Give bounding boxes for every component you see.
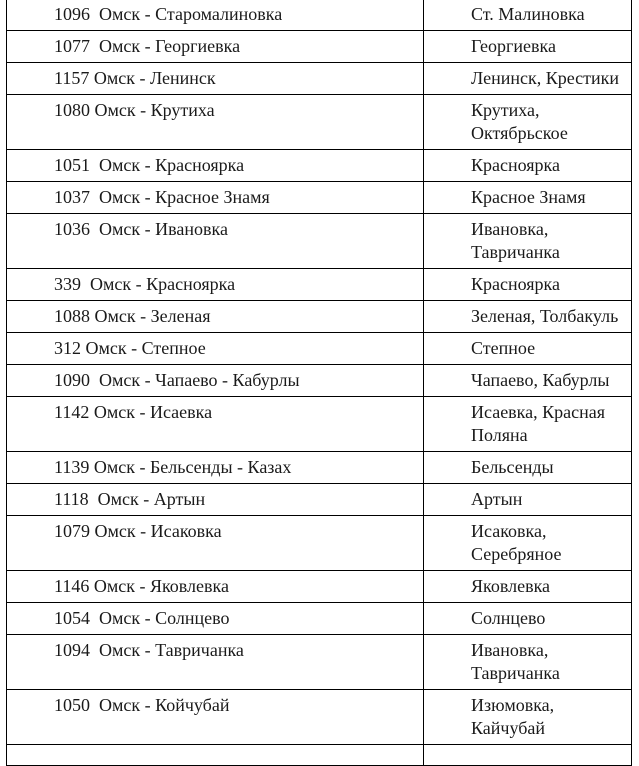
route-cell: 339 Омск - Красноярка xyxy=(7,269,424,301)
stops-cell: Изюмовка, Кайчубай xyxy=(424,690,632,745)
route-cell: 1050 Омск - Койчубай xyxy=(7,690,424,745)
stops-cell: Ивановка, Тавричанка xyxy=(424,635,632,690)
stops-cell: Исаевка, Красная Поляна xyxy=(424,397,632,452)
stops-cell: Красноярка xyxy=(424,269,632,301)
stops-cell: Зеленая, Толбакуль xyxy=(424,301,632,333)
stops-cell: Георгиевка xyxy=(424,31,632,63)
stops-cell: Чапаево, Кабурлы xyxy=(424,365,632,397)
route-cell: 1037 Омск - Красное Знамя xyxy=(7,182,424,214)
table-row xyxy=(7,214,632,269)
route-cell: 1051 Омск - Красноярка xyxy=(7,150,424,182)
stops-cell: Исаковка, Серебряное xyxy=(424,516,632,571)
stops-cell: Ст. Малиновка xyxy=(424,0,632,31)
route-cell: 1146 Омск - Яковлевка xyxy=(7,571,424,603)
bus-route-table xyxy=(6,0,632,766)
table-row xyxy=(7,269,632,301)
route-cell: 1080 Омск - Крутиха xyxy=(7,95,424,150)
route-cell: 1079 Омск - Исаковка xyxy=(7,516,424,571)
table-row-partial xyxy=(7,745,632,766)
stops-cell: Солнцево xyxy=(424,603,632,635)
table-row xyxy=(7,571,632,603)
table-row xyxy=(7,516,632,571)
stops-cell: Степное xyxy=(424,333,632,365)
table-row xyxy=(7,397,632,452)
table-row xyxy=(7,63,632,95)
empty-cell xyxy=(424,745,632,766)
route-cell: 1077 Омск - Георгиевка xyxy=(7,31,424,63)
table-row xyxy=(7,301,632,333)
stops-cell: Красноярка xyxy=(424,150,632,182)
route-cell: 1096 Омск - Старомалиновка xyxy=(7,0,424,31)
route-cell: 312 Омск - Степное xyxy=(7,333,424,365)
table-row xyxy=(7,603,632,635)
table-row xyxy=(7,150,632,182)
route-cell: 1094 Омск - Тавричанка xyxy=(7,635,424,690)
table-row xyxy=(7,690,632,745)
table-row xyxy=(7,452,632,484)
table-row xyxy=(7,31,632,63)
route-cell: 1036 Омск - Ивановка xyxy=(7,214,424,269)
route-cell: 1157 Омск - Ленинск xyxy=(7,63,424,95)
route-cell: 1088 Омск - Зеленая xyxy=(7,301,424,333)
stops-cell: Ивановка, Тавричанка xyxy=(424,214,632,269)
table-row xyxy=(7,95,632,150)
stops-cell: Ленинск, Крестики xyxy=(424,63,632,95)
stops-cell: Яковлевка xyxy=(424,571,632,603)
table-row xyxy=(7,182,632,214)
stops-cell: Артын xyxy=(424,484,632,516)
stops-cell: Бельсенды xyxy=(424,452,632,484)
stops-cell: Крутиха, Октябрьское xyxy=(424,95,632,150)
table-row xyxy=(7,365,632,397)
table-row xyxy=(7,0,632,31)
route-cell: 1090 Омск - Чапаево - Кабурлы xyxy=(7,365,424,397)
empty-cell xyxy=(7,745,424,766)
table-row xyxy=(7,635,632,690)
route-cell: 1139 Омск - Бельсенды - Казах xyxy=(7,452,424,484)
table-row xyxy=(7,333,632,365)
route-cell: 1142 Омск - Исаевка xyxy=(7,397,424,452)
route-cell: 1118 Омск - Артын xyxy=(7,484,424,516)
table-row xyxy=(7,484,632,516)
route-cell: 1054 Омск - Солнцево xyxy=(7,603,424,635)
stops-cell: Красное Знамя xyxy=(424,182,632,214)
